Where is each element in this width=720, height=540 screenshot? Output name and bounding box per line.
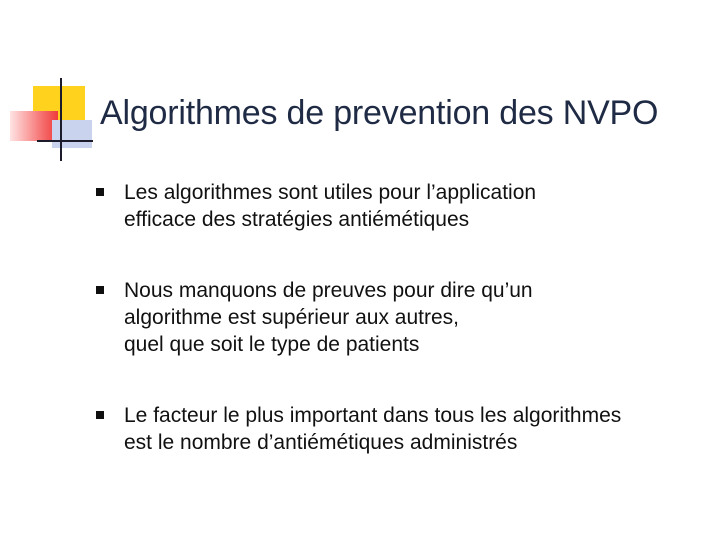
bullet-item <box>96 179 706 233</box>
square-bullet-icon <box>96 411 104 419</box>
bullet-text: Nous manquons de preuves pour dire qu’un algorithme est supérieur aux autres, quel que soit le type de patients <box>124 279 533 356</box>
bullet-text: Le facteur le plus important dans tous les algorithmes est le nombre d’antiémétiques administrés <box>124 404 622 454</box>
decoration-blue-square <box>52 120 92 148</box>
decoration-vertical-line <box>60 78 62 161</box>
decoration-red-bar <box>10 111 58 141</box>
square-bullet-icon <box>96 188 104 196</box>
decoration-horizontal-line <box>37 140 93 142</box>
slide-decoration-logo <box>0 0 110 170</box>
bullet-text: Les algorithmes sont utiles pour l’application efficace des stratégies antiémétiques <box>124 181 537 231</box>
bullet-item <box>96 402 706 456</box>
bullet-item <box>96 277 706 358</box>
square-bullet-icon <box>96 286 104 294</box>
bullet-list <box>96 179 706 500</box>
slide-title: Algorithmes de prevention des NVPO <box>100 94 659 132</box>
